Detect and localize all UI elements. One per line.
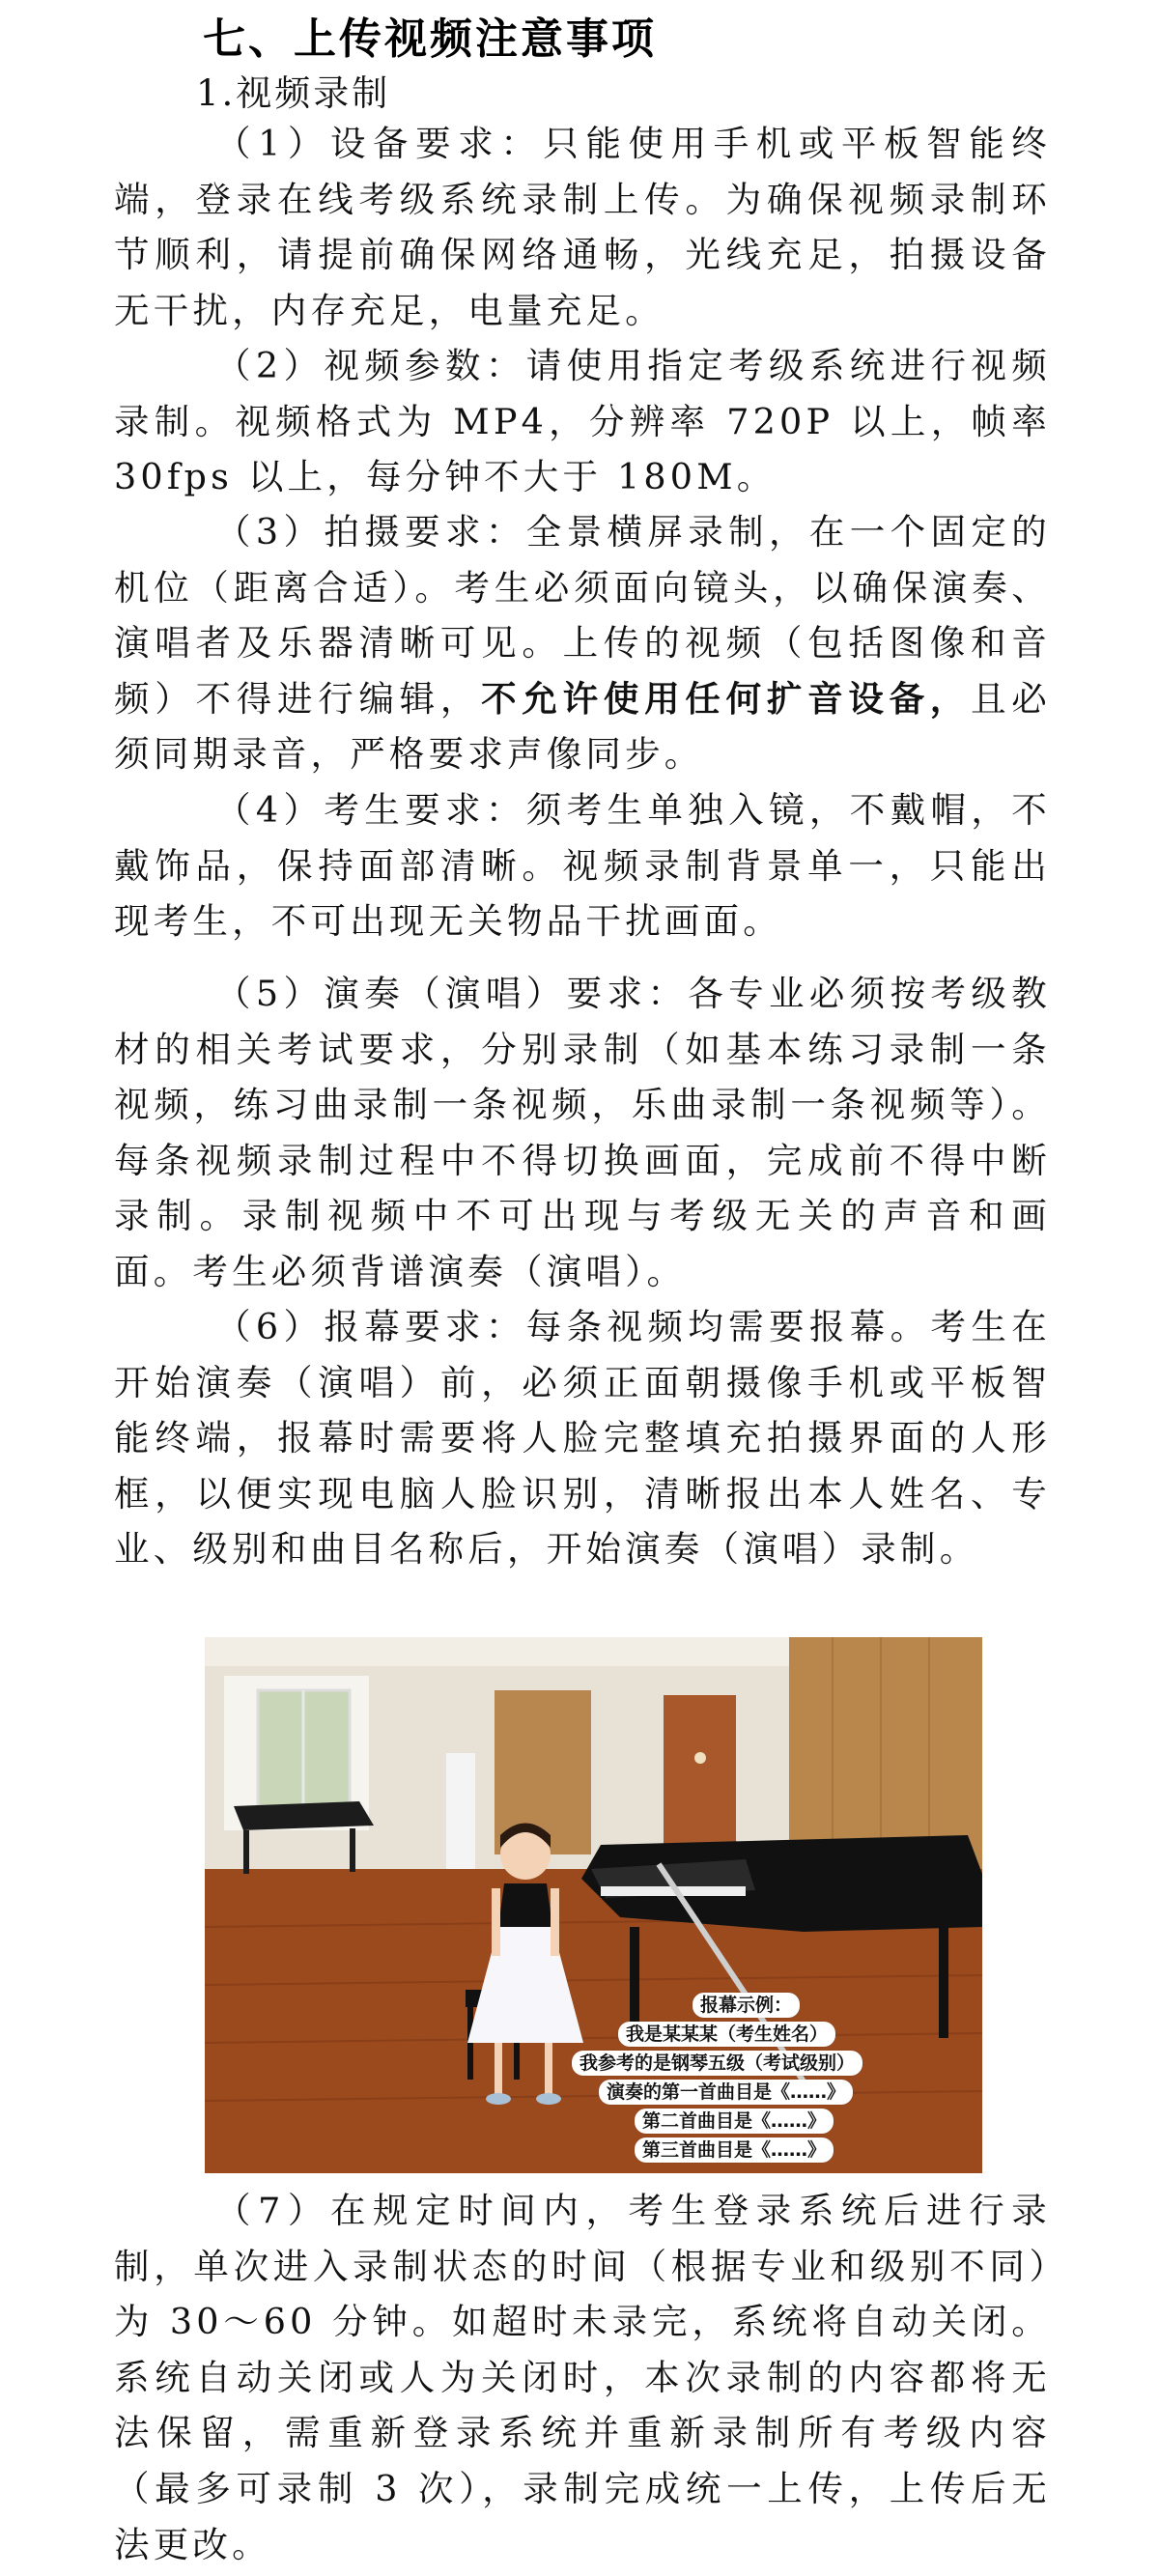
subsection-heading: 1.视频录制	[196, 72, 391, 114]
example-photo-illustration	[205, 1637, 982, 2173]
caption-title: 报幕示例：	[693, 1993, 800, 2018]
caption-line-2: 我参考的是钢琴五级（考试级别）	[572, 2051, 862, 2076]
example-photo	[205, 1637, 982, 2173]
caption-line-3: 演奏的第一首曲目是《……》	[599, 2080, 853, 2105]
paragraph-time-limit: （7）在规定时间内，考生登录系统后进行录制，单次进入录制状态的时间（根据专业和级别不同）为 30～60 分钟。如超时未录完，系统将自动关闭。系统自动关闭或人为关闭时，本次录制的内容都将无法保留，需重新登录系统并重新录制所有考级内容（最多可录制 3 次），录制完成统一上传，上传后无法更改。	[114, 2190, 1051, 2565]
caption-line-1: 我是某某某（考生姓名）	[618, 2022, 835, 2047]
paragraph-candidate-requirements: （4）考生要求：须考生单独入镜，不戴帽，不戴饰品，保持面部清晰。视频录制背景单一，只能出现考生，不可出现无关物品干扰画面。	[114, 789, 1051, 943]
paragraph-shooting-text-a: （3）拍摄要求：全景横屏录制，在一个固定的机位（距离合适）。考生必须面向镜头，以确保演奏、演唱者及乐器清晰可见。上传的视频（包括图像和音频）不得进行编辑，	[114, 511, 1051, 720]
paragraph-shooting-text-b: 且必须同期录音，严格要求声像同步。	[114, 677, 1052, 776]
caption-line-5: 第三首曲目是《……》	[635, 2137, 834, 2163]
caption-line-4: 第二首曲目是《……》	[635, 2109, 834, 2134]
paragraph-video-parameters: （2）视频参数：请使用指定考级系统进行视频录制。视频格式为 MP4，分辨率 720P 以上，帧率 30fps 以上，每分钟不大于 180M。	[114, 345, 1051, 498]
paragraph-shooting-requirements	[114, 504, 1051, 782]
paragraph-performance-requirements: （5）演奏（演唱）要求：各专业必须按考级教材的相关考试要求，分别录制（如基本练习录制一条视频，练习曲录制一条视频，乐曲录制一条视频等）。每条视频录制过程中不得切换画面，完成前不得中断录制。录制视频中不可出现与考级无关的声音和画面。考生必须背谱演奏（演唱）。	[114, 973, 1051, 1292]
paragraph-device-requirements: （1）设备要求：只能使用手机或平板智能终端，登录在线考级系统录制上传。为确保视频录制环节顺利，请提前确保网络通畅，光线充足，拍摄设备无干扰，内存充足，电量充足。	[114, 123, 1051, 331]
paragraph-shooting-bold: 不允许使用任何扩音设备，	[481, 677, 972, 720]
section-heading: 七、上传视频注意事项	[203, 14, 657, 64]
paragraph-announcement-requirements: （6）报幕要求：每条视频均需要报幕。考生在开始演奏（演唱）前，必须正面朝摄像手机或平板智能终端，报幕时需要将人脸完整填充拍摄界面的人形框，以便实现电脑人脸识别，清晰报出本人姓名、专业、级别和曲目名称后，开始演奏（演唱）录制。	[114, 1306, 1051, 1571]
